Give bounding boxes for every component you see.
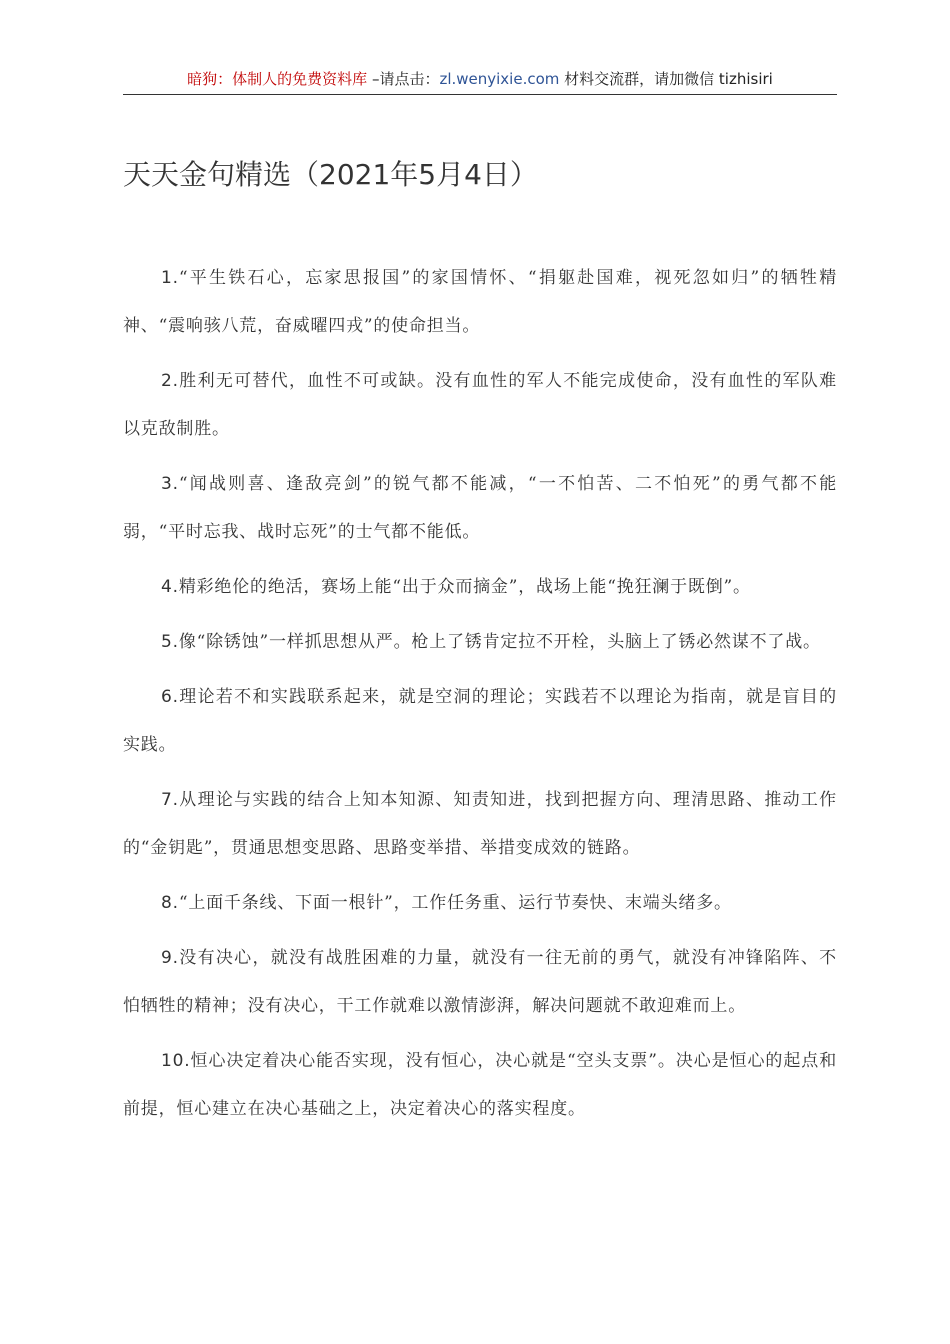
quote-item (123, 673, 837, 769)
header-brand: 暗狗：体制人的免费资料库 (187, 70, 368, 88)
quote-item (123, 934, 837, 1030)
quote-text: “闻战则喜、逢敌亮剑”的锐气都不能减，“一不怕苦、二不怕死”的勇气都不能弱，“平时忘我、战时忘死”的士气都不能低。 (123, 474, 837, 542)
quote-number: 6. (161, 687, 179, 707)
header-click-text: –请点击： (367, 70, 440, 88)
quote-number: 7. (161, 790, 179, 810)
quote-text: 精彩绝伦的绝活，赛场上能“出于众而摘金”，战场上能“挽狂澜于既倒”。 (178, 577, 751, 597)
quote-item (123, 618, 837, 666)
quote-number: 3. (161, 474, 179, 494)
page-title: 天天金句精选（2021年5月4日） (123, 158, 538, 191)
header-url-link[interactable]: zl.wenyixie.com (439, 70, 560, 88)
quote-number: 8. (161, 893, 179, 913)
quote-text: 像“除锈蚀”一样抓思想从严。枪上了锈肯定拉不开栓，头脑上了锈必然谋不了战。 (178, 632, 821, 652)
quote-item (123, 879, 837, 927)
quote-item (123, 776, 837, 872)
quote-text: 胜利无可替代，血性不可或缺。没有血性的军人不能完成使命，没有血性的军队难以克敌制胜。 (123, 371, 837, 439)
quote-text: “平生铁石心，忘家思报国”的家国情怀、“捐躯赴国难，视死忽如归”的牺牲精神、“震响骇八荒，奋威曜四戎”的使命担当。 (123, 268, 837, 336)
quote-text: 没有决心，就没有战胜困难的力量，就没有一往无前的勇气，就没有冲锋陷阵、不怕牺牲的精神；没有决心，干工作就难以激情澎湃，解决问题就不敢迎难而上。 (123, 948, 837, 1016)
quote-item (123, 357, 837, 453)
quote-text: 理论若不和实践联系起来，就是空洞的理论；实践若不以理论为指南，就是盲目的实践。 (123, 687, 837, 755)
quote-item (123, 254, 837, 350)
quote-number: 1. (161, 268, 179, 288)
quote-number: 9. (161, 948, 179, 968)
quote-item (123, 563, 837, 611)
page-header (123, 66, 837, 92)
quote-number: 10. (161, 1051, 191, 1071)
quote-number: 4. (161, 577, 179, 597)
quote-list (123, 254, 837, 1140)
quote-item (123, 460, 837, 556)
quote-text: 从理论与实践的结合上知本知源、知责知进，找到把握方向、理清思路、推动工作的“金钥匙”，贯通思想变思路、思路变举措、举措变成效的链路。 (123, 790, 837, 858)
quote-text: “上面千条线、下面一根针”，工作任务重、运行节奏快、末端头绪多。 (178, 893, 732, 913)
header-wechat-text: 材料交流群，请加微信 tizhisiri (559, 70, 773, 88)
quote-number: 5. (161, 632, 179, 652)
header-divider (123, 94, 837, 95)
quote-number: 2. (161, 371, 179, 391)
quote-item (123, 1037, 837, 1133)
quote-text: 恒心决定着决心能否实现，没有恒心，决心就是“空头支票”。决心是恒心的起点和前提，恒心建立在决心基础之上，决定着决心的落实程度。 (123, 1051, 837, 1119)
